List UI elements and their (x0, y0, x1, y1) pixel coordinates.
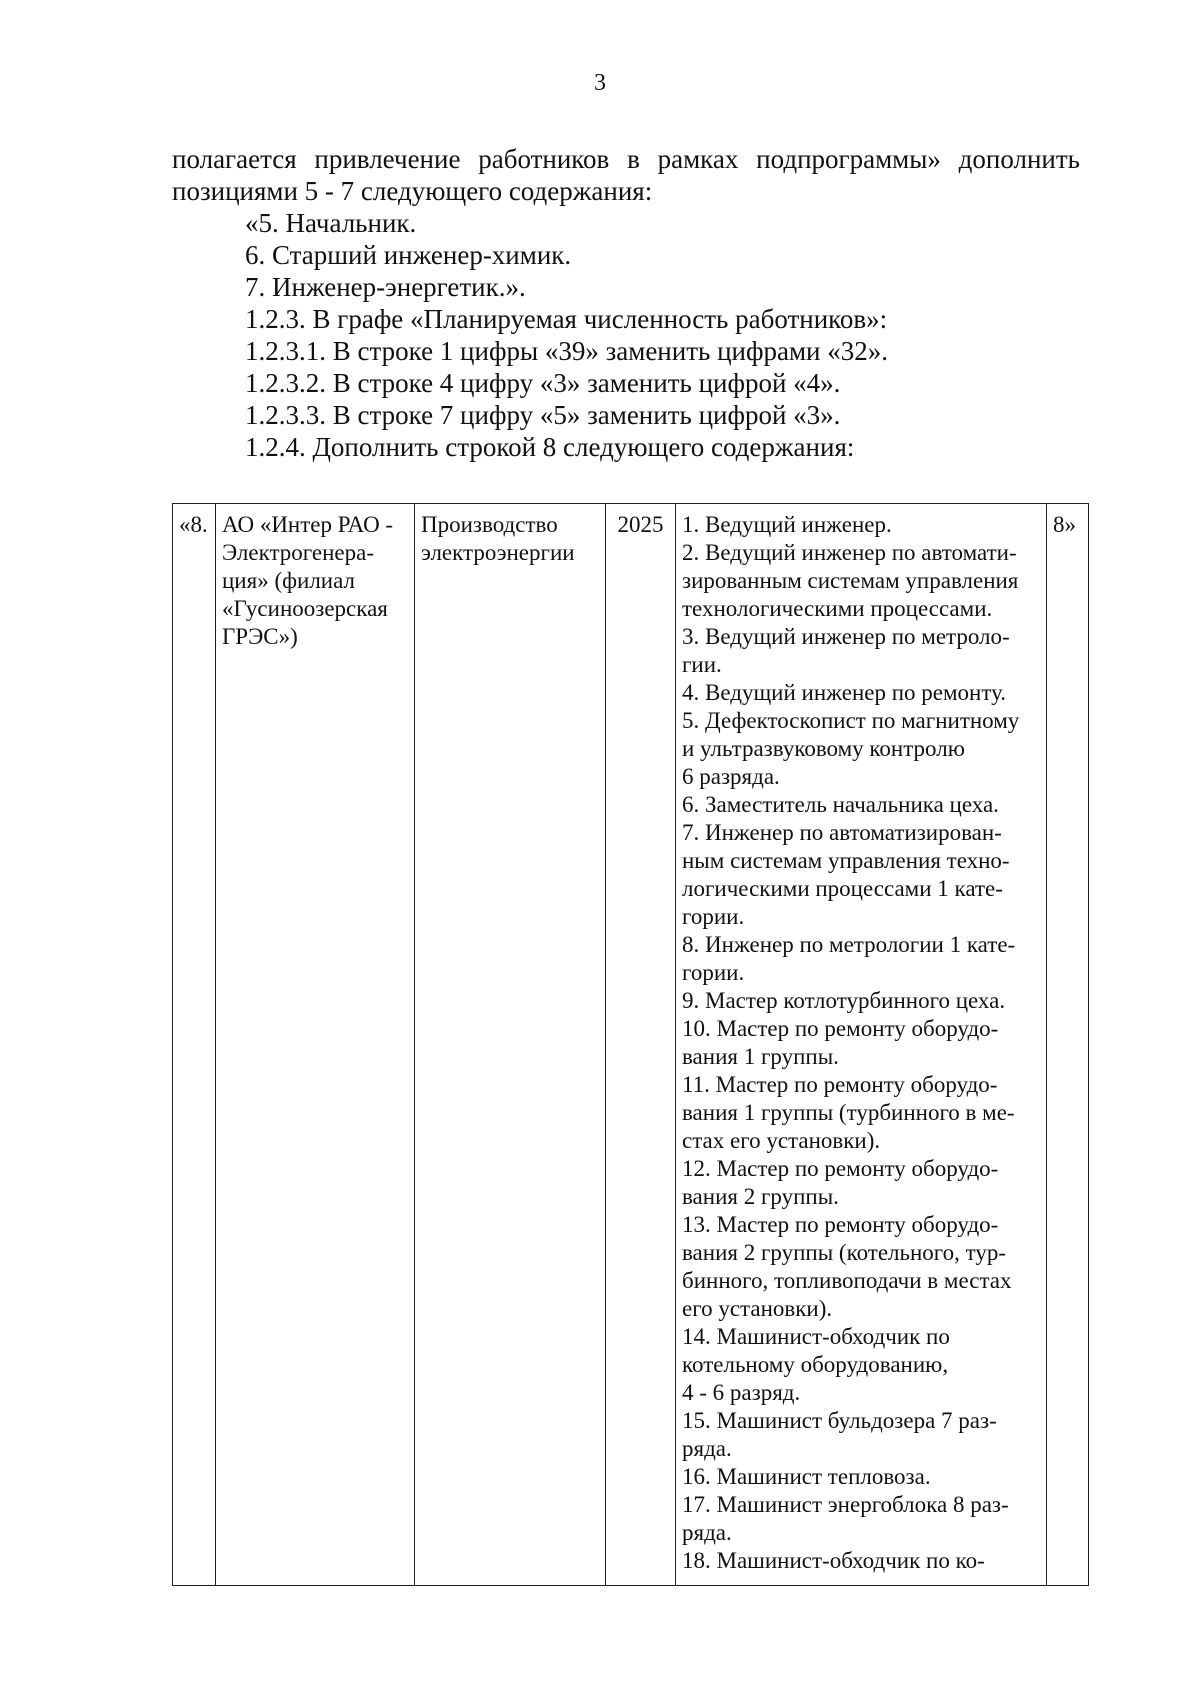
intro-text (172, 143, 1080, 463)
position-line: 15. Машинист бульдозера 7 раз- (682, 1408, 997, 1433)
position-line: его установки). (682, 1296, 833, 1321)
amendment-line: «5. Начальник. (245, 208, 417, 238)
amendment-line: 1.2.4. Дополнить строкой 8 следующего содержания: (245, 432, 855, 462)
position-line: гории. (682, 960, 745, 985)
amendment-line: 7. Инженер-энергетик.». (245, 272, 526, 302)
amendment-line: 6. Старший инженер-химик. (245, 240, 572, 270)
position-line: 6. Заместитель начальника цеха. (682, 792, 999, 817)
activity-line: электроэнергии (421, 540, 575, 565)
amendment-line: 1.2.3.1. В строке 1 цифры «39» заменить цифрами «32». (245, 336, 888, 366)
year-value: 2025 (617, 512, 664, 537)
year-cell (606, 504, 676, 1586)
position-line: 4. Ведущий инженер по ремонту. (682, 680, 1007, 705)
position-line: вания 2 группы (котельного, тур- (682, 1240, 1007, 1265)
position-line: 7. Инженер по автоматизирован- (682, 820, 1002, 845)
organization-line: Электрогенера- (222, 540, 374, 565)
position-line: 17. Машинист энергоблока 8 раз- (682, 1492, 1009, 1517)
organization-line: «Гусиноозерская (222, 596, 388, 621)
amendment-line: 1.2.3.3. В строке 7 цифру «5» заменить цифрой «3». (245, 400, 841, 430)
position-line: 14. Машинист-обходчик по (682, 1324, 950, 1349)
activity-line: Производство (421, 512, 558, 537)
position-line: 1. Ведущий инженер. (682, 512, 892, 537)
position-line: гории. (682, 904, 745, 929)
position-line: 2. Ведущий инженер по автомати- (682, 540, 1017, 565)
organization-line: АО «Интер РАО - (222, 512, 394, 537)
planned-count: 8» (1053, 512, 1076, 537)
position-line: 12. Мастер по ремонту оборудо- (682, 1156, 999, 1181)
table-row (173, 504, 1089, 1586)
position-line: вания 1 группы. (682, 1044, 839, 1069)
activity-cell (415, 504, 606, 1586)
position-line: логическими процессами 1 кате- (682, 876, 1003, 901)
position-line: ряда. (682, 1436, 732, 1461)
position-line: и ультразвуковому контролю (682, 736, 965, 761)
position-line: 3. Ведущий инженер по метроло- (682, 624, 1010, 649)
position-line: 6 разряда. (682, 764, 780, 789)
organization-cell (216, 504, 415, 1586)
position-line: 16. Машинист тепловоза. (682, 1464, 931, 1489)
position-line: гии. (682, 652, 722, 677)
position-line: бинного, топливоподачи в местах (682, 1268, 1012, 1293)
position-line: технологическими процессами. (682, 596, 993, 621)
position-line: 9. Мастер котлотурбинного цеха. (682, 988, 1006, 1013)
position-line: 10. Мастер по ремонту оборудо- (682, 1016, 999, 1041)
planned-count-cell (1047, 504, 1089, 1586)
position-line: котельному оборудованию, (682, 1352, 949, 1377)
position-line: ным системам управления техно- (682, 848, 1010, 873)
position-line: 5. Дефектоскопист по магнитному (682, 708, 1020, 733)
position-line: ряда. (682, 1520, 732, 1545)
position-line: 11. Мастер по ремонту оборудо- (682, 1072, 998, 1097)
organization-line: ГРЭС») (222, 624, 298, 649)
row-number-cell (173, 504, 216, 1586)
position-line: 8. Инженер по метрологии 1 кате- (682, 932, 1016, 957)
position-line: 4 - 6 разряд. (682, 1380, 801, 1405)
amendment-line: 1.2.3.2. В строке 4 цифру «3» заменить цифрой «4». (245, 368, 841, 398)
position-line: 18. Машинист-обходчик по ко- (682, 1548, 985, 1573)
amendment-table (172, 503, 1089, 1586)
position-line: вания 2 группы. (682, 1184, 839, 1209)
position-line: стах его установки). (682, 1128, 881, 1153)
row-number: «8. (179, 512, 208, 537)
position-line: 13. Мастер по ремонту оборудо- (682, 1212, 999, 1237)
page-number: 3 (594, 70, 606, 96)
amendment-line: 1.2.3. В графе «Планируемая численность работников»: (245, 304, 888, 334)
position-line: зированным системам управления (682, 568, 1019, 593)
organization-line: ция» (филиал (222, 568, 355, 593)
position-line: вания 1 группы (турбинного в ме- (682, 1100, 1015, 1125)
intro-line-1: полагается привлечение работников в рамках подпрограммы» дополнить (172, 144, 1080, 174)
positions-cell (676, 504, 1047, 1586)
intro-line-2: позициями 5 - 7 следующего содержания: (172, 176, 653, 206)
